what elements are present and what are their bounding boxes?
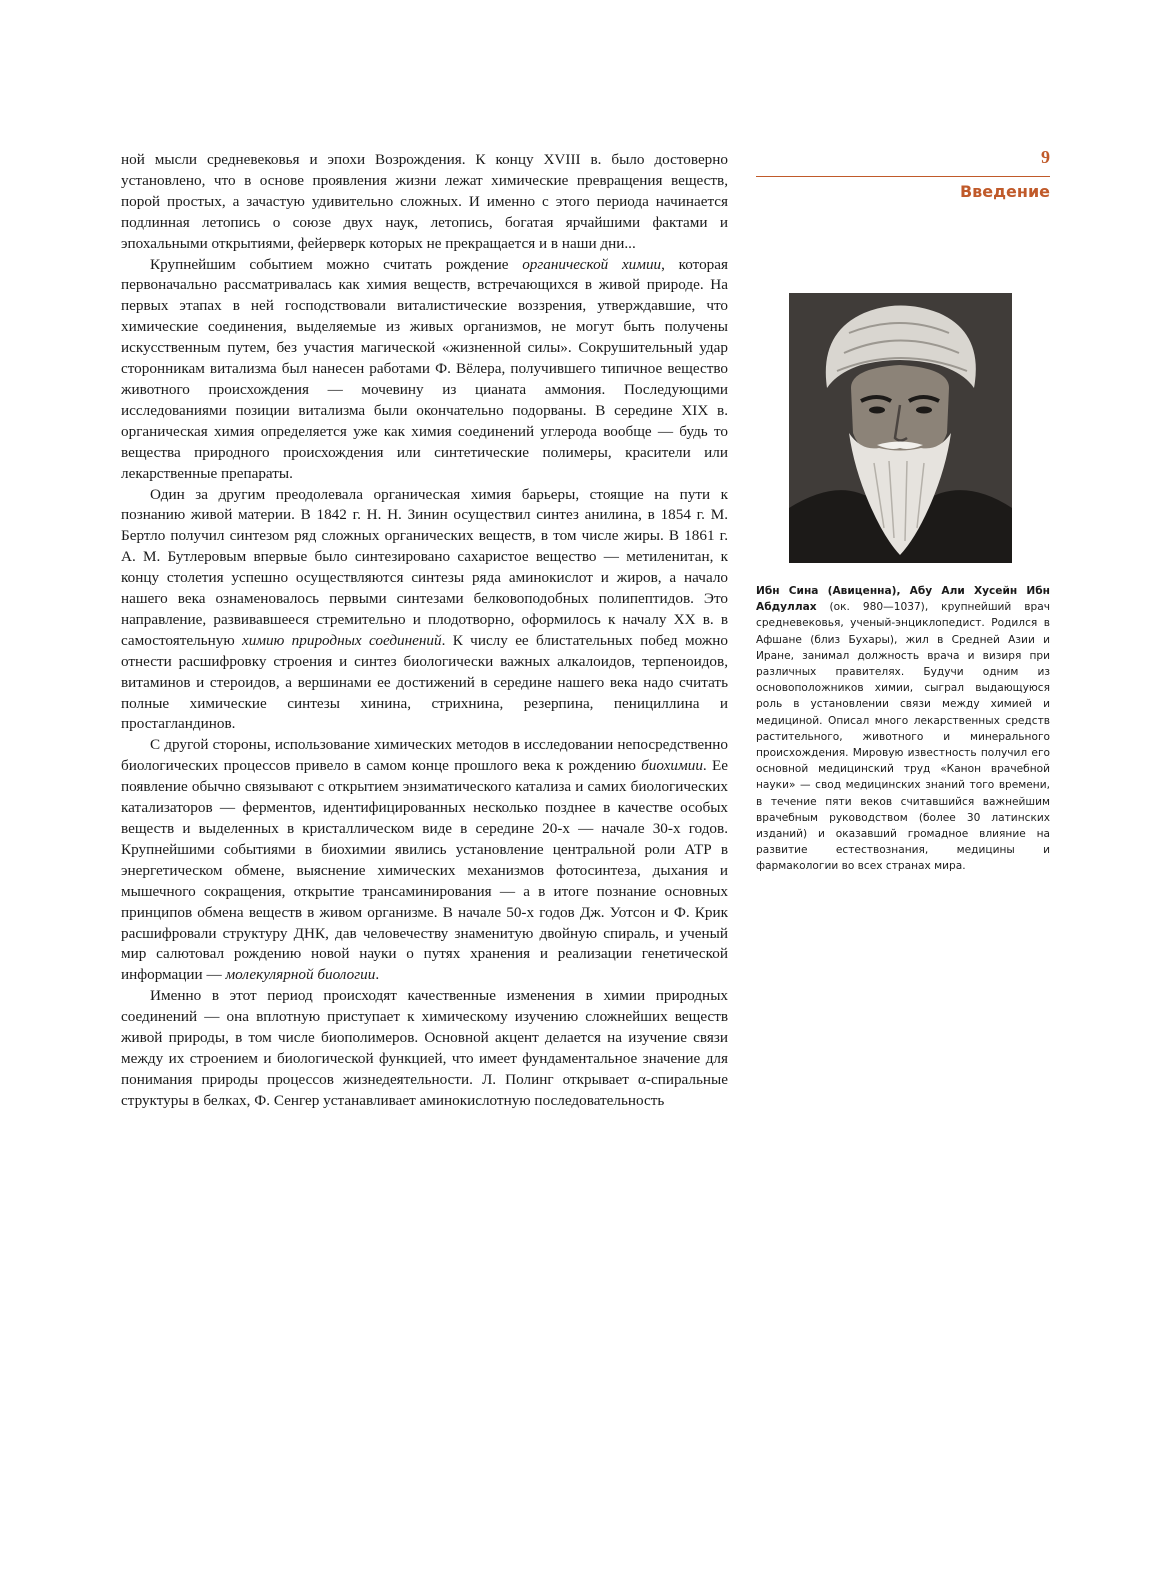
term-natural-compounds-chemistry: химию природных соединений <box>242 631 442 649</box>
paragraph-4-text-a: С другой стороны, использование химических методов в исследовании непосредственно биологических процессов привело в самом конце прошлого века к рождению <box>121 736 728 775</box>
section-title: Введение <box>959 182 1050 201</box>
portrait-image <box>789 293 1012 563</box>
paragraph-3-text-b: . К числу ее блистательных побед можно отнести расшифровку строения и синтез биологически важных алкалоидов, терпеноидов, витаминов и стероидов, а вершинами ее достижений в середине нашего века надо считать полные химические синтезы хинина, стрихнина, резерпина, пенициллина и простагландинов. <box>121 631 728 733</box>
paragraph-4-text-c: . <box>375 966 380 984</box>
paragraph-3 <box>121 485 728 736</box>
term-biochemistry: биохимии <box>641 757 703 775</box>
paragraph-5: Именно в этот период происходят качественные изменения в химии природных соединений — она вплотную приступает к химическому изучению сложнейших веществ живой природы, в том числе биополимеров. Основной акцент делается на изучение связи между их строением и биологической функцией, что имеет фундаментальное значение для понимания природы процессов жизнедеятельности. Л. Полинг открывает α-спиральные структуры в белках, Ф. Сенгер устанавливает аминокислотную последовательность <box>121 987 728 1109</box>
paragraph-4 <box>121 735 728 986</box>
caption-name: Ибн Сина (Авиценна), Абу Али Хусейн Ибн Абдуллах <box>756 585 1050 614</box>
main-text-column <box>121 150 728 1112</box>
term-molecular-biology: молекулярной биологии <box>225 966 376 984</box>
paragraph-2-text-b: , которая первоначально рассматривалась как химия веществ, встречающихся в живой природе. На первых этапах в ней господствовали виталистические воззрения, утверждавшие, что химические соединения, выделяемые из живых организмов, не могут быть получены искусственным путем, без участия магической «жизненной силы». Сокрушительный удар сторонникам витализма был нанесен работами Ф. Вёлера, получившего типичное вещество животного происхождения — мочевину из цианата аммония. Последующими исследованиями позиции витализма были окончательно подорваны. В середине XIX в. органическая химия определяется уже как химия соединений углерода вообще — будь то вещества природного происхождения или синтетические полимеры, красители или лекарственные препараты. <box>121 255 728 482</box>
page-number: 9 <box>1041 147 1050 167</box>
term-organic-chemistry: органической химии <box>522 255 662 273</box>
portrait-engraving-icon <box>789 293 1012 563</box>
paragraph-4-text-b: . Ее появление обычно связывают с открытием энзиматического катализа и самих биологических катализаторов — ферментов, идентифицированных несколько позднее в качестве особых веществ и выделенных в кристаллическом виде в середине 20-х — начале 30-х годов. Крупнейшими событиями в биохимии явились установление центральной роли АТР в энергетическом обмене, выяснение химических механизмов фотосинтеза, дыхания и мышечного сокращения, открытие трансаминирования — а в итоге познание основных принципов обмена веществ в живом организме. В начале 50-х годов Дж. Уотсон и Ф. Крик расшифровали структуру ДНК, дав человечеству знаменитую двойную спираль, и ученый мир салютовал рождению новой науки о путях хранения и реализации генетической информации — <box>121 757 728 984</box>
header-divider <box>756 176 1050 177</box>
paragraph-3-text-a: Один за другим преодолевала органическая химия барьеры, стоящие на пути к познанию живой материи. В 1842 г. Н. Н. Зинин осуществил синтез анилина, в 1854 г. М. Бертло получил синтезом ряд сложных органических веществ, в том числе жиры. В 1861 г. А. М. Бутлеровым впервые было синтезировано сахаристое вещество — метиленитан, к концу столетия успешно осуществляются синтезы ряда аминокислот и жиров, а начало нашего века ознаменовалось первыми синтезами белковоподобных полипептидов. Это направление, развивавшееся стремительно и плодотворно, оформилось к началу XX в. в самостоятельную <box>121 485 728 649</box>
paragraph-2 <box>121 255 728 485</box>
paragraph-2-text-a: Крупнейшим событием можно считать рождение <box>150 255 523 273</box>
portrait-caption <box>756 583 1050 875</box>
caption-text: (ок. 980—1037), крупнейший врач средневековья, ученый-энциклопедист. Родился в Афшане (близ Бухары), жил в Средней Азии и Иране, занимал должность врача и визиря при различных правителях. Будучи одним из основоположников химии, сыграл выдающуюся роль в установлении связи между химией и медициной. Описал много лекарственных средств растительного, животного и минерального происхождения. Мировую известность получил его основной медицинский труд «Канон врачебной науки» — свод медицинских знаний того времени, в течение пяти веков считавшийся важнейшим врачебным руководством (более 30 латинских изданий) и оказавший громадное влияние на развитие естествознания, медицины и фармакологии во всех странах мира. <box>756 601 1050 873</box>
paragraph-1: ной мысли средневековья и эпохи Возрождения. К концу XVIII в. было достоверно установлено, что в основе проявления жизни лежат химические превращения веществ, порой простых, а зачастую удивительно сложных. И именно с этого периода начинается подлинная летопись о союзе двух наук, летопись, богатая ярчайшими фактами и эпохальными открытиями, фейерверк которых не прекращается и в наши дни... <box>121 151 728 252</box>
